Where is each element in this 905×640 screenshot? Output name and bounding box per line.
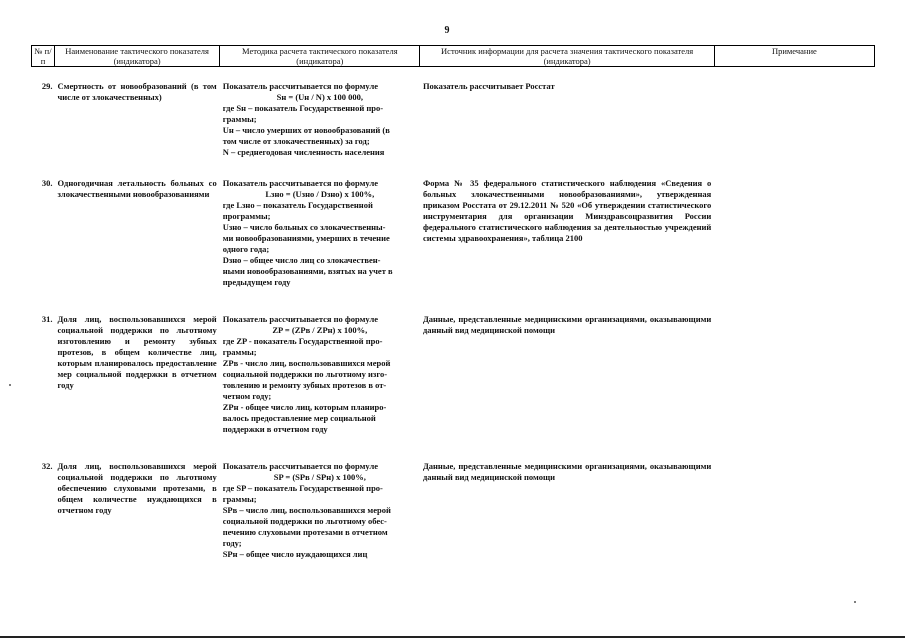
- method-line: валось предоставление мер социальной: [222, 413, 376, 423]
- method-line: поддержки в отчетном году: [222, 424, 328, 434]
- indicator-name: Доля лиц, воспользовавшихся мерой социальной поддержки по льготному изготовлению и ремонту зубных протезов, в общем количестве лиц, которым планировалось предоставление мер социальной поддержки в отчетном году: [57, 314, 217, 390]
- method-line: Показатель рассчитывается по формуле: [222, 81, 378, 91]
- header-source: Источник информации для расчета значения тактического показателя (индикатора): [420, 46, 714, 67]
- row-number: 30.: [41, 178, 53, 188]
- method-line: Uн – число умерших от новообразований (в: [222, 125, 390, 135]
- method-line: граммы;: [222, 347, 257, 357]
- method-line: граммы;: [222, 494, 257, 504]
- table-row: [32, 461, 875, 560]
- method-line: Показатель рассчитывается по формуле: [222, 461, 378, 471]
- method-line: где Lзно – показатель Государственной: [222, 200, 373, 210]
- method-line: том числе от злокачественных) за год;: [222, 136, 370, 146]
- method-line: ZPн - общее число лиц, которым планиро-: [222, 402, 387, 412]
- row-number: 31.: [41, 314, 53, 324]
- header-method: Методика расчета тактического показателя (индикатора): [220, 46, 420, 67]
- method-line: где ZP - показатель Государственной про-: [222, 336, 383, 346]
- calculation-method: [220, 81, 420, 158]
- table-row: [32, 314, 875, 435]
- table-row: [32, 178, 875, 288]
- page-bottom-edge: [0, 636, 905, 638]
- method-line: N – среднегодовая численность населения: [222, 147, 385, 157]
- scan-speck: [854, 601, 856, 603]
- method-line: печению слуховыми протезами в отчетном: [222, 527, 388, 537]
- method-line: социальной поддержки по льготному изго-: [222, 369, 388, 379]
- method-line: где Sн – показатель Государственной про-: [222, 103, 384, 113]
- information-source: Показатель рассчитывает Росстат: [422, 81, 555, 91]
- method-line: одного года;: [222, 244, 270, 254]
- calculation-method: [220, 314, 420, 435]
- method-line: предыдущем году: [222, 277, 291, 287]
- method-line: SPн – общее число нуждающихся лиц: [222, 549, 368, 559]
- note-cell: [714, 178, 874, 288]
- method-line: ми новообразованиями, умерших в течение: [222, 233, 390, 243]
- method-line: социальной поддержки по льготному обес-: [222, 516, 387, 526]
- method-line: товлению и ремонту зубных протезов в от-: [222, 380, 387, 390]
- information-source: Форма № 35 федерального статистического наблюдения «Сведения о больных злокачественными новообразованиями», утвержденная приказом Росстата от 29.12.2011 № 520 «Об утверждении статистического инструментария для организации Минздравсоцразвития России федерального статистического наблюдения за деятельностью учреждений системы здравоохранения», таблица 2100: [422, 178, 712, 243]
- header-num: № п/п: [32, 46, 55, 67]
- method-line: Показатель рассчитывается по формуле: [222, 178, 378, 188]
- header-name: Наименование тактического показателя (индикатора): [55, 46, 220, 67]
- method-line: SPв – число лиц, воспользовавшихся мерой: [222, 505, 391, 515]
- page-number: 9: [444, 25, 450, 36]
- method-line: Показатель рассчитывается по формуле: [222, 314, 378, 324]
- information-source: Данные, представленные медицинскими организациями, оказывающими данный вид медицинской помощи: [422, 314, 712, 335]
- method-line: где SP – показатель Государственной про-: [222, 483, 383, 493]
- method-line: граммы;: [222, 114, 257, 124]
- table-row: [32, 81, 875, 158]
- method-line: Uзно – число больных со злокачественны-: [222, 222, 386, 232]
- scan-speck: [9, 384, 11, 386]
- indicator-name: Доля лиц, воспользовавшихся мерой социальной поддержки по льготному обеспечению слуховыми протезами, в общем количестве нуждающихся в отчетном году: [57, 461, 217, 515]
- method-formula: Lзно = (Uзно / Dзно) x 100%,: [265, 189, 375, 199]
- method-formula: SP = (SPв / SPн) x 100%,: [273, 472, 366, 482]
- calculation-method: [220, 461, 420, 560]
- note-cell: [714, 461, 874, 560]
- note-cell: [714, 314, 874, 435]
- method-line: году;: [222, 538, 242, 548]
- calculation-method: [220, 178, 420, 288]
- indicator-name: Одногодичная летальность больных со злокачественными новообразованиями: [57, 178, 217, 199]
- row-number: 29.: [41, 81, 53, 91]
- method-line: программы;: [222, 211, 271, 221]
- method-formula: Sн = (Uн / N) x 100 000,: [276, 92, 364, 102]
- header-note: Примечание: [714, 46, 874, 67]
- method-line: ными новообразованиями, взятых на учет в: [222, 266, 393, 276]
- note-cell: [714, 81, 874, 158]
- method-line: Dзно – общее число лиц со злокачествен-: [222, 255, 381, 265]
- method-formula: ZP = (ZPв / ZPн) x 100%,: [272, 325, 368, 335]
- indicator-name: Смертность от новообразований (в том числе от злокачественных): [57, 81, 217, 102]
- indicators-table: [31, 45, 875, 560]
- information-source: Данные, представленные медицинскими организациями, оказывающими данный вид медицинской помощи: [422, 461, 712, 482]
- row-number: 32.: [41, 461, 53, 471]
- method-line: ZPв - число лиц, воспользовавшихся мерой: [222, 358, 391, 368]
- table-header-row: [32, 46, 875, 67]
- method-line: четном году;: [222, 391, 272, 401]
